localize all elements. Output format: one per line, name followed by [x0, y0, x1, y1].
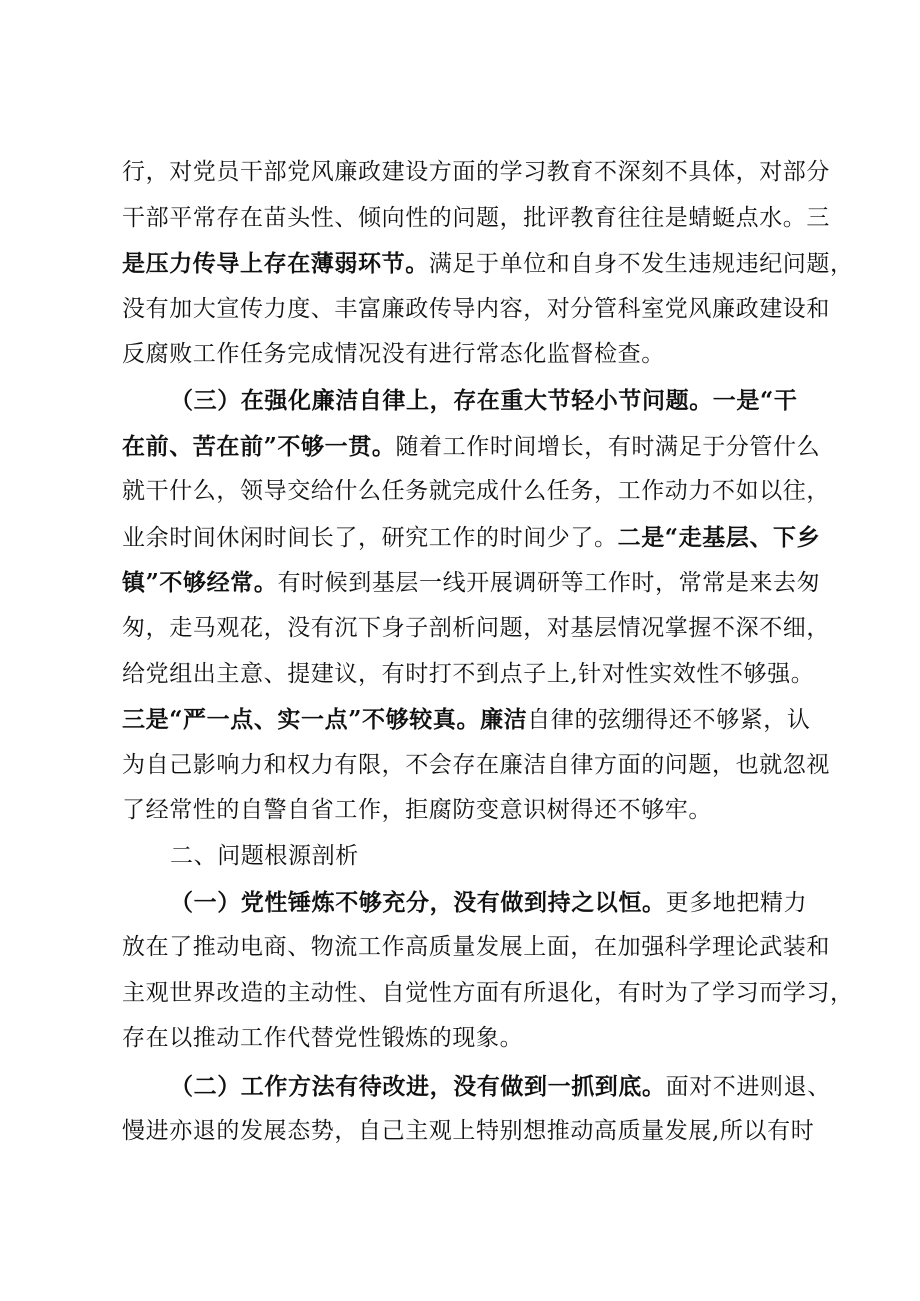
text-line: 行，对党员干部党风廉政建设方面的学习教育不深刻不具体，对部分	[122, 159, 830, 185]
section-heading-3: （三）在强化廉洁自律上，存在重大节轻小节问题。一是“干	[170, 386, 798, 414]
text-line: 匆，走马观花，没有沉下身子剖析问题，对基层情况掌握不深不细，	[122, 614, 830, 641]
text-line: 三是“严一点、实一点”不够较真。廉洁自律的弦绷得还不够紧，认	[122, 706, 811, 734]
bold-phrase: 二是“走基层、下乡	[617, 523, 821, 551]
text-line: 镇”不够经常。有时候到基层一线开展调研等工作时，常常是来去匆	[122, 569, 821, 597]
text-line: 慢进亦退的发展态势，自己主观上特别想推动高质量发展,所以有时	[122, 1118, 815, 1145]
bold-phrase: （二）工作方法有待改进，没有做到一抓到底。	[170, 1072, 666, 1100]
text-line: 放在了推动电商、物流工作高质量发展上面，在加强科学理论武装和	[122, 934, 830, 961]
text-line: 为自己影响力和权力有限，不会存在廉洁自律方面的问题，也就忽视	[122, 751, 830, 778]
text-line: （二）工作方法有待改进，没有做到一抓到底。面对不进则退、	[170, 1072, 831, 1100]
text-line: 反腐败工作任务完成情况没有进行常态化监督检查。	[122, 341, 665, 368]
bold-phrase: 在前、苦在前”不够一贯。	[122, 432, 396, 460]
text-line: 在前、苦在前”不够一贯。随着工作时间增长，有时满足于分管什么	[122, 432, 821, 460]
text-line: 存在以推动工作代替党性锻炼的现象。	[122, 1025, 524, 1052]
text-line: 干部平常存在苗头性、倾向性的问题，批评教育往往是蜻蜓点水。三	[122, 204, 830, 231]
text-line: 是压力传导上存在薄弱环节。满足于单位和自身不发生违规违纪问题，	[122, 250, 854, 278]
text-line: 业余时间休闲时间长了，研究工作的时间少了。二是“走基层、下乡	[122, 523, 821, 551]
text-line: 没有加大宣传力度、丰富廉政传导内容，对分管科室党风廉政建设和	[122, 295, 830, 322]
bold-phrase: 镇”不够经常。	[122, 569, 278, 597]
bold-phrase: 廉洁	[480, 706, 528, 734]
text-line: （一）党性锤炼不够充分，没有做到持之以恒。更多地把精力	[170, 888, 808, 916]
text-line: 主观世界改造的主动性、自觉性方面有所退化，有时为了学习而学习，	[122, 979, 854, 1006]
text-line: 就干什么，领导交给什么任务就完成什么任务，工作动力不如以往，	[122, 478, 830, 505]
bold-phrase: （一）党性锤炼不够充分，没有做到持之以恒。	[170, 888, 666, 916]
bold-phrase: 三是“严一点、实一点”不够较真。	[122, 706, 481, 734]
text-line: 了经常性的自警自省工作，拒腐防变意识树得还不够牢。	[122, 797, 712, 824]
chapter-heading: 二、问题根源剖析	[170, 842, 359, 869]
bold-phrase: 是压力传导上存在薄弱环节。	[122, 250, 429, 278]
document-page	[122, 150, 854, 1155]
text-line: 给党组出主意、提建议，有时打不到点子上,针对性实效性不够强。	[122, 660, 815, 687]
